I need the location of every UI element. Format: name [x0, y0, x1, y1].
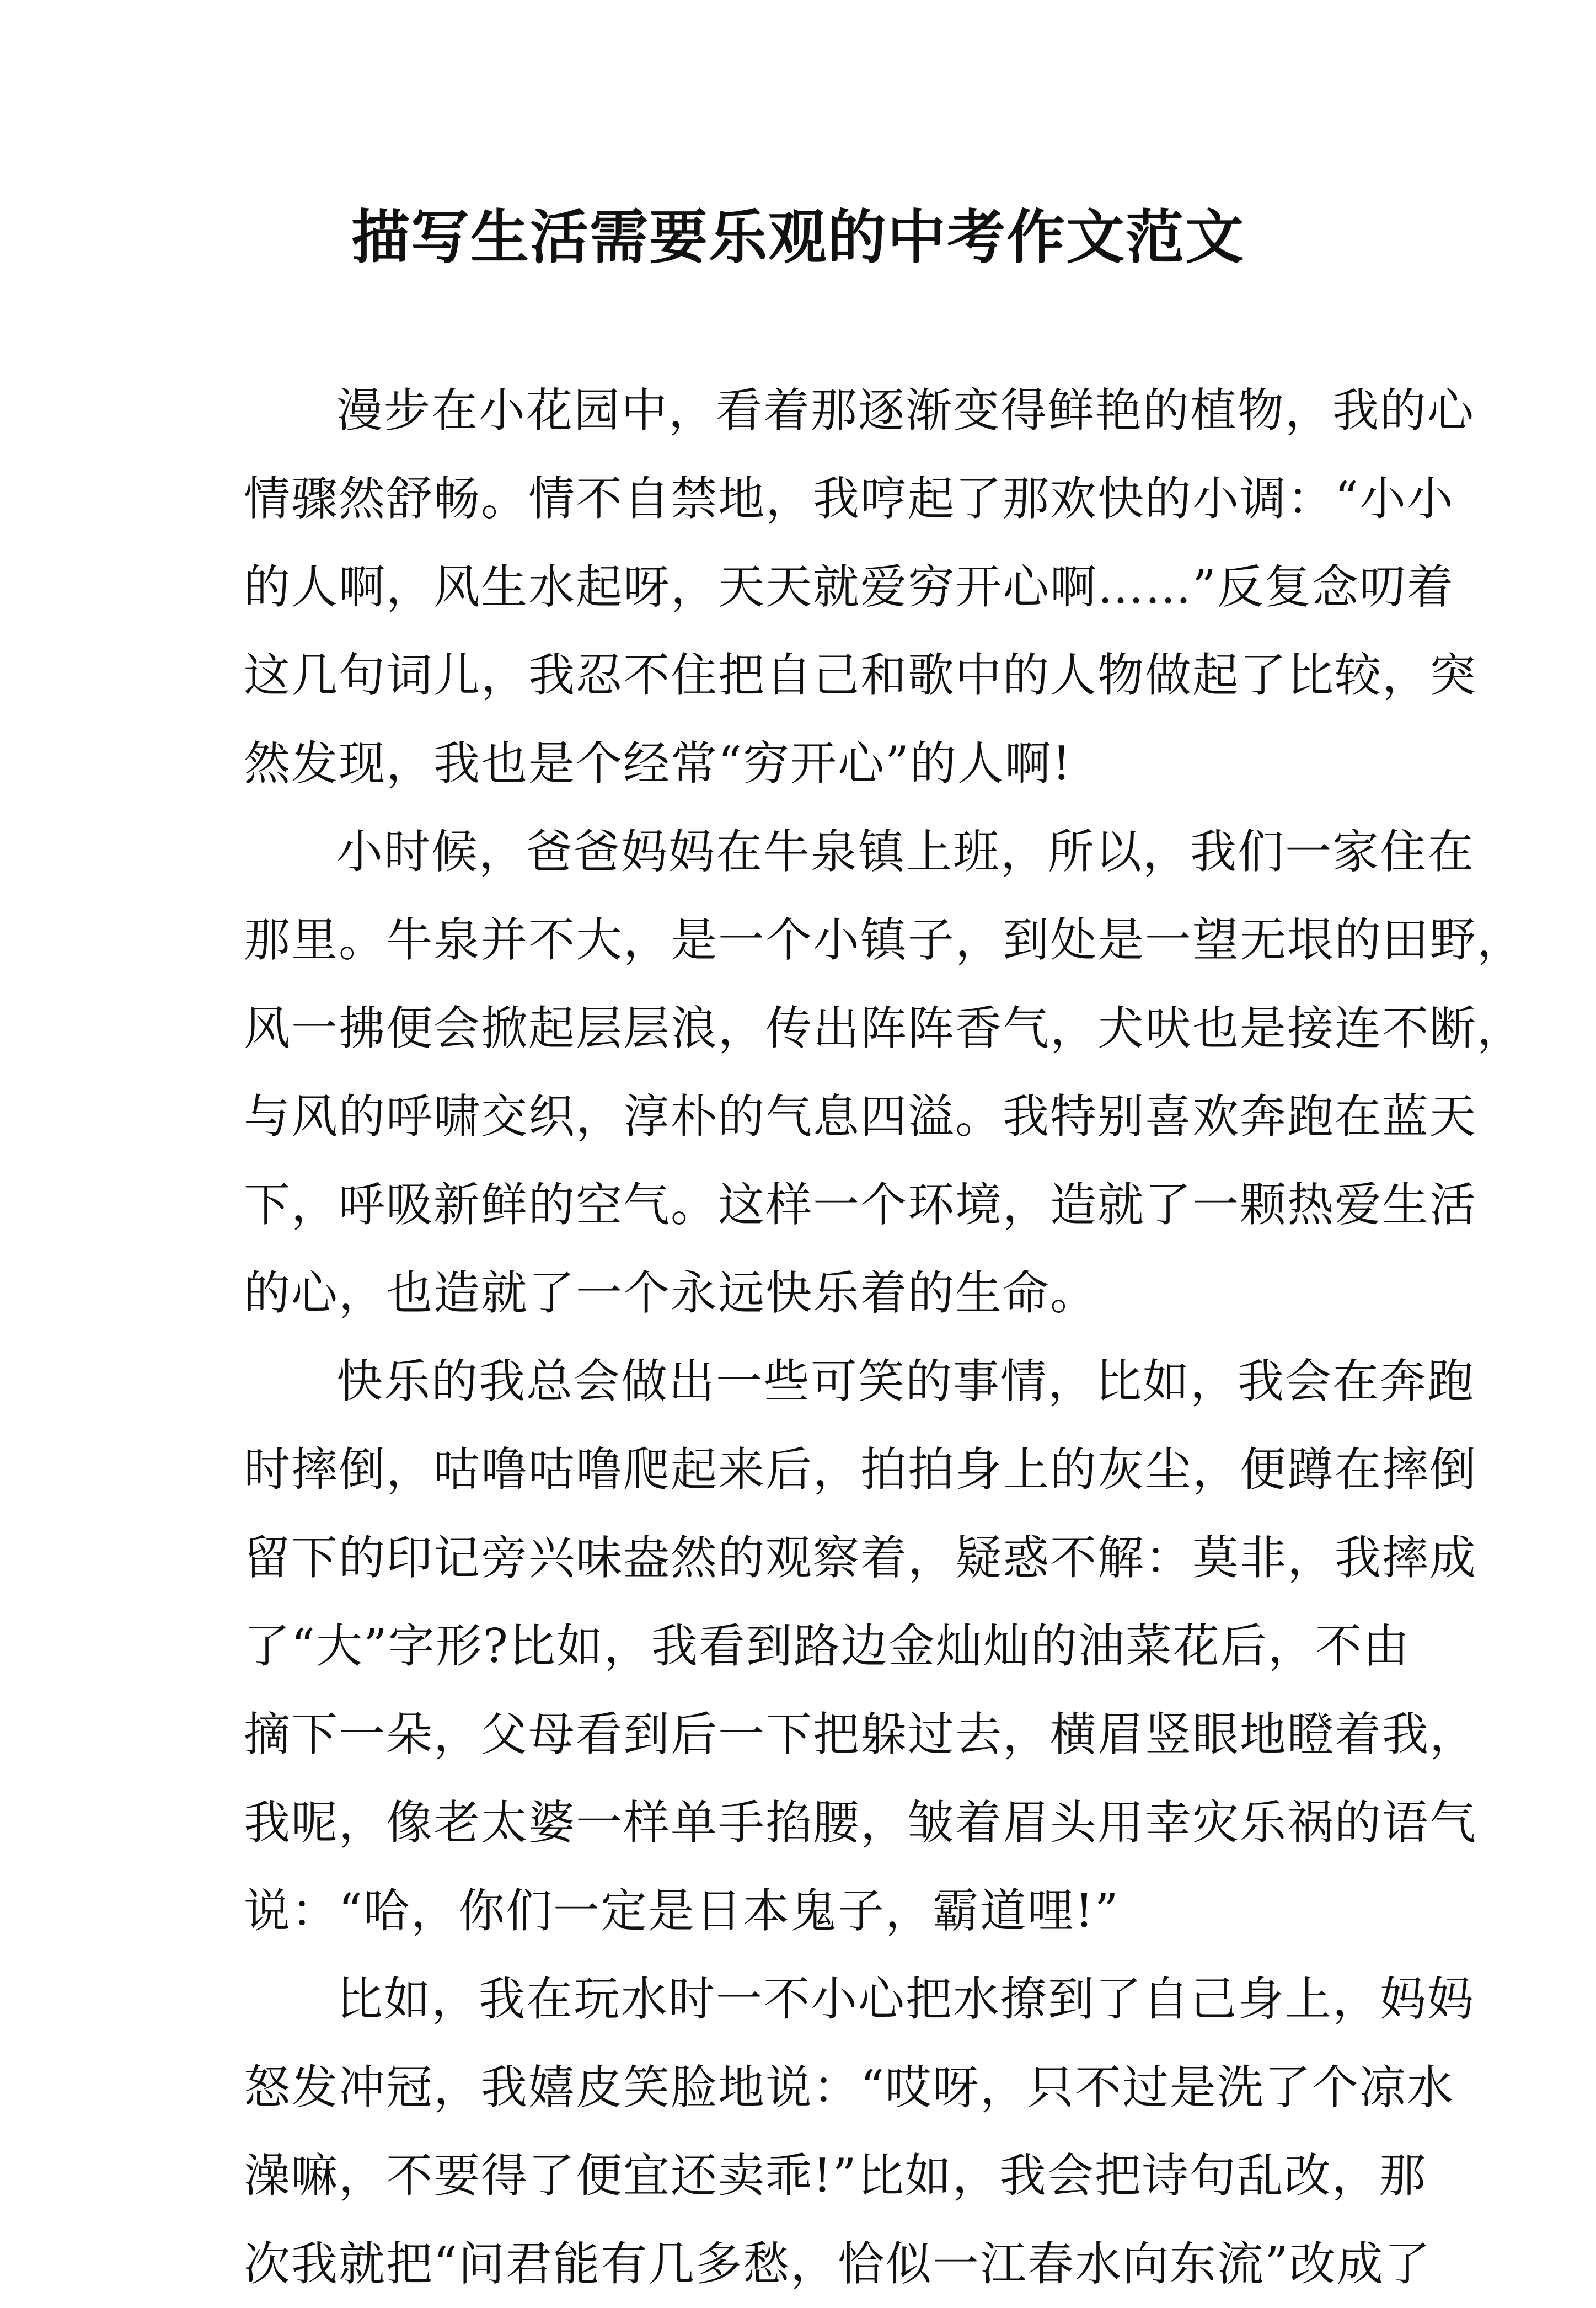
- document-body: [244, 366, 1525, 2308]
- text-line: 怒发冲冠，我嬉皮笑脸地说：“哎呀，只不过是洗了个凉水: [244, 2060, 1454, 2114]
- text-line: 小时候，爸爸妈妈在牛泉镇上班，所以，我们一家住在: [336, 825, 1475, 879]
- text-line: 摘下一朵，父母看到后一下把躲过去，横眉竖眼地瞪着我，: [244, 1707, 1477, 1761]
- text-line: 我呢，像老太婆一样单手掐腰，皱着眉头用幸灾乐祸的语气: [244, 1796, 1477, 1850]
- text-line: 与风的呼啸交织，淳朴的气息四溢。我特别喜欢奔跑在蓝天: [244, 1089, 1477, 1144]
- document-title: 描写生活需要乐观的中考作文范文: [351, 202, 1245, 271]
- text-line: 说：“哈，你们一定是日本鬼子，霸道哩!”: [244, 1884, 1120, 1938]
- text-line: 然发现，我也是个经常“穷开心”的人啊!: [244, 736, 1072, 790]
- text-line: 的人啊，风生水起呀，天天就爱穷开心啊……”反复念叨着: [244, 560, 1454, 614]
- paragraph-3: [244, 1337, 1477, 1955]
- text-line: 漫步在小花园中，看着那逐渐变得鲜艳的植物，我的心: [336, 383, 1475, 437]
- text-line: 的心，也造就了一个永远快乐着的生命。: [244, 1266, 1098, 1320]
- paragraph-1: [244, 366, 1477, 808]
- text-line: 比如，我在玩水时一不小心把水撩到了自己身上，妈妈: [336, 1972, 1475, 2026]
- text-line: 澡嘛，不要得了便宜还卖乖!”比如，我会把诗句乱改，那: [244, 2149, 1427, 2203]
- text-line: 这几句词儿，我忍不住把自己和歌中的人物做起了比较，突: [244, 648, 1477, 702]
- text-line: 了“大”字形?比如，我看到路边金灿灿的油菜花后，不由: [244, 1619, 1410, 1673]
- text-line: 那里。牛泉并不大，是一个小镇子，到处是一望无垠的田野，: [244, 913, 1525, 967]
- text-line: 时摔倒，咕噜咕噜爬起来后，拍拍身上的灰尘，便蹲在摔倒: [244, 1442, 1477, 1497]
- text-line: 风一拂便会掀起层层浪，传出阵阵香气，犬吠也是接连不断，: [244, 1001, 1525, 1055]
- text-line: 下，呼吸新鲜的空气。这样一个环境，造就了一颗热爱生活: [244, 1178, 1477, 1232]
- text-line: 快乐的我总会做出一些可笑的事情，比如，我会在奔跑: [336, 1354, 1475, 1408]
- paragraph-2: [244, 808, 1525, 1337]
- text-line: 次我就把“问君能有几多愁，恰似一江春水向东流”改成了: [244, 2237, 1432, 2291]
- text-line: 留下的印记旁兴味盎然的观察着，疑惑不解：莫非，我摔成: [244, 1531, 1477, 1585]
- text-line: 情骤然舒畅。情不自禁地，我哼起了那欢快的小调：“小小: [244, 472, 1454, 526]
- paragraph-4: [244, 1955, 1475, 2308]
